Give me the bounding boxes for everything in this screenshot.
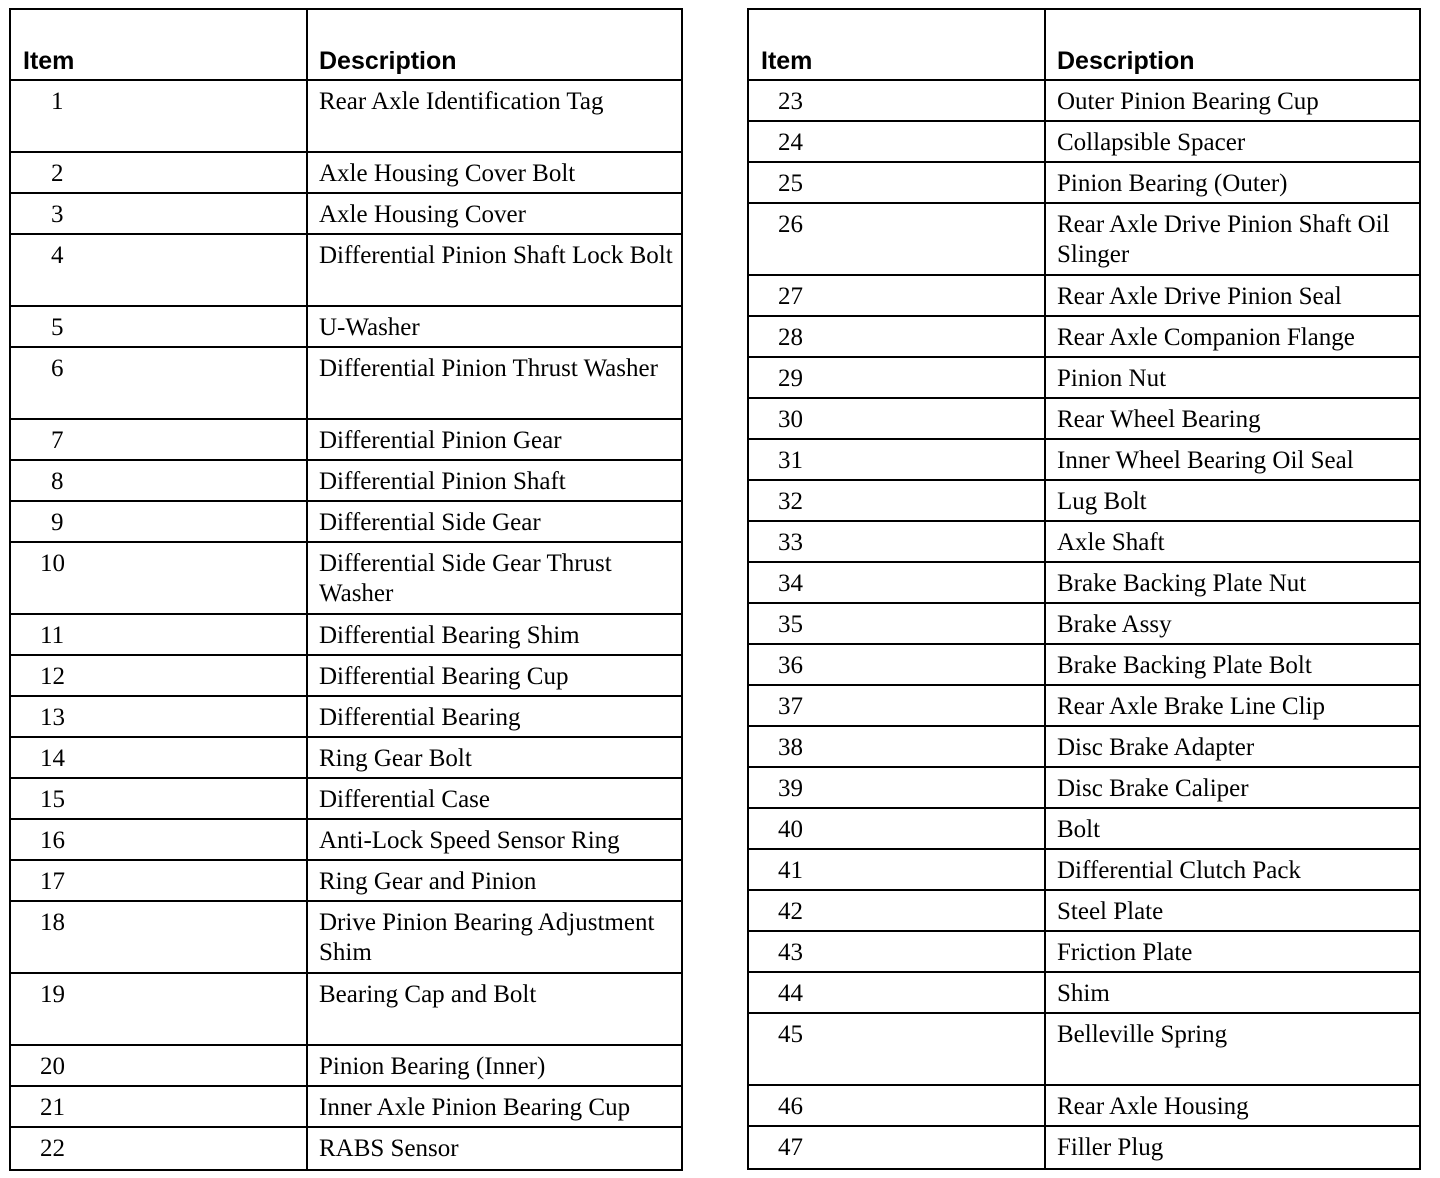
item-number: 37 — [778, 693, 803, 720]
description-cell: Rear Axle Identification Tag — [319, 88, 604, 115]
item-number: 11 — [40, 622, 65, 649]
table-row — [749, 932, 1419, 973]
table-row — [11, 235, 681, 307]
description-cell: Drive Pinion Bearing Adjustment Shim — [319, 909, 655, 966]
item-number: 36 — [778, 652, 803, 679]
description-cell: Differential Pinion Gear — [319, 427, 562, 454]
item-cell — [749, 809, 1046, 848]
item-cell — [11, 974, 308, 1044]
description-cell: Brake Backing Plate Nut — [1057, 570, 1307, 597]
description-column-header: Description — [1057, 47, 1195, 75]
description-cell: Ring Gear Bolt — [319, 745, 472, 772]
item-number: 13 — [40, 704, 65, 731]
table-body — [749, 81, 1419, 1168]
description-cell: Axle Housing Cover — [319, 201, 526, 228]
description-cell: Collapsible Spacer — [1057, 129, 1246, 156]
item-number: 39 — [778, 775, 803, 802]
description-cell: Rear Axle Drive Pinion Shaft Oil Slinger — [1057, 211, 1390, 268]
item-number: 12 — [40, 663, 65, 690]
description-cell: Belleville Spring — [1057, 1021, 1228, 1048]
table-row — [749, 204, 1419, 276]
item-cell — [749, 317, 1046, 356]
item-number: 17 — [40, 868, 65, 895]
item-cell — [11, 502, 308, 541]
item-number: 23 — [778, 88, 803, 115]
item-number: 10 — [40, 550, 65, 577]
description-cell: Rear Axle Housing — [1057, 1093, 1249, 1120]
description-cell: Outer Pinion Bearing Cup — [1057, 88, 1319, 115]
table-row — [11, 738, 681, 779]
item-cell — [11, 615, 308, 654]
description-cell: Anti-Lock Speed Sensor Ring — [319, 827, 620, 854]
table-row — [749, 163, 1419, 204]
item-cell — [11, 779, 308, 818]
item-cell — [11, 1046, 308, 1085]
item-number: 21 — [40, 1094, 65, 1121]
table-row — [749, 809, 1419, 850]
item-number: 38 — [778, 734, 803, 761]
item-cell — [11, 420, 308, 459]
item-cell — [749, 932, 1046, 971]
item-column-header: Item — [11, 10, 308, 79]
table-row — [11, 1046, 681, 1087]
item-cell — [749, 891, 1046, 930]
item-cell — [749, 358, 1046, 397]
item-cell — [11, 194, 308, 233]
item-number: 46 — [778, 1093, 803, 1120]
description-cell: Axle Housing Cover Bolt — [319, 160, 576, 187]
description-cell: Differential Clutch Pack — [1057, 857, 1301, 884]
table-row — [11, 194, 681, 235]
description-cell: Differential Bearing Cup — [319, 663, 569, 690]
item-cell — [749, 1014, 1046, 1084]
description-cell: Differential Bearing — [319, 704, 521, 731]
description-cell: Ring Gear and Pinion — [319, 868, 537, 895]
item-cell — [749, 1127, 1046, 1168]
description-cell: Rear Wheel Bearing — [1057, 406, 1261, 433]
table-row — [749, 768, 1419, 809]
item-cell — [749, 440, 1046, 479]
item-number: 42 — [778, 898, 803, 925]
item-cell — [749, 563, 1046, 602]
item-cell — [749, 163, 1046, 202]
item-cell — [749, 1086, 1046, 1125]
table-header — [11, 10, 681, 81]
description-cell: Differential Case — [319, 786, 490, 813]
description-cell: Bolt — [1057, 816, 1101, 843]
description-cell: Filler Plug — [1057, 1134, 1164, 1161]
item-cell — [749, 481, 1046, 520]
table-row — [11, 1087, 681, 1128]
description-cell: Differential Pinion Shaft Lock Bolt — [319, 242, 673, 269]
table-row — [11, 902, 681, 974]
item-cell — [749, 81, 1046, 120]
item-number: 24 — [778, 129, 803, 156]
description-cell: Differential Pinion Shaft — [319, 468, 566, 495]
item-cell — [11, 1087, 308, 1126]
table-row — [11, 502, 681, 543]
item-number: 4 — [51, 242, 64, 269]
item-number: 29 — [778, 365, 803, 392]
item-number: 41 — [778, 857, 803, 884]
table-row — [11, 615, 681, 656]
item-cell — [11, 902, 308, 972]
item-cell — [11, 235, 308, 305]
description-cell: Rear Axle Companion Flange — [1057, 324, 1355, 351]
description-cell: Friction Plate — [1057, 939, 1193, 966]
parts-table-left — [9, 8, 683, 1171]
description-cell: U-Washer — [319, 314, 420, 341]
table-row — [11, 348, 681, 420]
description-cell: Brake Assy — [1057, 611, 1172, 638]
table-row — [11, 656, 681, 697]
table-row — [11, 153, 681, 194]
item-number: 27 — [778, 283, 803, 310]
item-cell — [749, 727, 1046, 766]
item-number: 22 — [40, 1135, 65, 1162]
item-number: 19 — [40, 981, 65, 1008]
item-number: 16 — [40, 827, 65, 854]
description-cell: Inner Axle Pinion Bearing Cup — [319, 1094, 631, 1121]
item-cell — [749, 686, 1046, 725]
table-row — [11, 861, 681, 902]
item-cell — [749, 604, 1046, 643]
parts-table-right — [747, 8, 1421, 1170]
item-number: 3 — [51, 201, 64, 228]
table-row — [749, 440, 1419, 481]
description-cell: Rear Axle Brake Line Clip — [1057, 693, 1325, 720]
item-cell — [11, 820, 308, 859]
description-cell: Bearing Cap and Bolt — [319, 981, 537, 1008]
item-number: 15 — [40, 786, 65, 813]
item-cell — [11, 307, 308, 346]
item-cell — [11, 348, 308, 418]
item-number: 25 — [778, 170, 803, 197]
item-number: 6 — [51, 355, 64, 382]
item-cell — [749, 204, 1046, 274]
item-number: 47 — [778, 1134, 803, 1161]
item-cell — [749, 399, 1046, 438]
item-cell — [11, 697, 308, 736]
item-cell — [11, 461, 308, 500]
description-cell: RABS Sensor — [319, 1135, 459, 1162]
item-cell — [11, 861, 308, 900]
table-row — [11, 543, 681, 615]
table-row — [749, 317, 1419, 358]
table-row — [11, 1128, 681, 1169]
item-number: 33 — [778, 529, 803, 556]
table-row — [749, 727, 1419, 768]
description-cell: Differential Side Gear — [319, 509, 541, 536]
description-cell: Differential Pinion Thrust Washer — [319, 355, 658, 382]
item-number: 1 — [51, 88, 64, 115]
table-body — [11, 81, 681, 1169]
description-cell: Differential Bearing Shim — [319, 622, 580, 649]
description-cell: Inner Wheel Bearing Oil Seal — [1057, 447, 1354, 474]
item-cell — [749, 276, 1046, 315]
table-row — [11, 81, 681, 153]
table-row — [749, 81, 1419, 122]
item-cell — [11, 656, 308, 695]
table-row — [749, 1086, 1419, 1127]
description-cell: Pinion Bearing (Inner) — [319, 1053, 546, 1080]
table-row — [11, 307, 681, 348]
description-column-header: Description — [319, 47, 457, 75]
item-cell — [11, 1128, 308, 1169]
item-number: 45 — [778, 1021, 803, 1048]
item-cell — [11, 81, 308, 151]
table-row — [749, 686, 1419, 727]
description-cell: Steel Plate — [1057, 898, 1164, 925]
description-cell: Disc Brake Adapter — [1057, 734, 1255, 761]
description-cell: Differential Side Gear Thrust Washer — [319, 550, 612, 607]
table-row — [11, 974, 681, 1046]
item-column-header: Item — [749, 10, 1046, 79]
table-row — [749, 973, 1419, 1014]
table-row — [749, 358, 1419, 399]
table-row — [11, 420, 681, 461]
item-number: 30 — [778, 406, 803, 433]
item-number: 18 — [40, 909, 65, 936]
table-header — [749, 10, 1419, 81]
description-cell: Brake Backing Plate Bolt — [1057, 652, 1312, 679]
table-row — [749, 604, 1419, 645]
description-cell: Lug Bolt — [1057, 488, 1147, 515]
item-number: 5 — [51, 314, 64, 341]
table-row — [749, 481, 1419, 522]
item-number: 34 — [778, 570, 803, 597]
item-cell — [11, 738, 308, 777]
item-cell — [749, 973, 1046, 1012]
item-cell — [749, 522, 1046, 561]
table-row — [749, 122, 1419, 163]
description-cell: Pinion Nut — [1057, 365, 1167, 392]
description-cell: Shim — [1057, 980, 1110, 1007]
item-cell — [749, 645, 1046, 684]
description-cell: Axle Shaft — [1057, 529, 1165, 556]
item-number: 14 — [40, 745, 65, 772]
item-number: 43 — [778, 939, 803, 966]
item-cell — [11, 543, 308, 613]
item-number: 8 — [51, 468, 64, 495]
table-row — [749, 399, 1419, 440]
item-cell — [749, 850, 1046, 889]
item-number: 40 — [778, 816, 803, 843]
item-number: 32 — [778, 488, 803, 515]
table-row — [749, 645, 1419, 686]
table-row — [749, 891, 1419, 932]
item-cell — [11, 153, 308, 192]
description-cell: Rear Axle Drive Pinion Seal — [1057, 283, 1342, 310]
table-row — [11, 697, 681, 738]
table-row — [749, 850, 1419, 891]
item-number: 26 — [778, 211, 803, 238]
table-row — [749, 522, 1419, 563]
table-row — [749, 563, 1419, 604]
item-number: 7 — [51, 427, 64, 454]
table-row — [11, 820, 681, 861]
item-number: 44 — [778, 980, 803, 1007]
item-number: 31 — [778, 447, 803, 474]
table-row — [749, 276, 1419, 317]
item-number: 9 — [51, 509, 64, 536]
item-number: 2 — [51, 160, 64, 187]
table-row — [749, 1127, 1419, 1168]
item-cell — [749, 122, 1046, 161]
table-row — [11, 461, 681, 502]
item-number: 28 — [778, 324, 803, 351]
item-cell — [749, 768, 1046, 807]
table-row — [11, 779, 681, 820]
item-number: 20 — [40, 1053, 65, 1080]
table-row — [749, 1014, 1419, 1086]
description-cell: Pinion Bearing (Outer) — [1057, 170, 1288, 197]
item-number: 35 — [778, 611, 803, 638]
description-cell: Disc Brake Caliper — [1057, 775, 1249, 802]
